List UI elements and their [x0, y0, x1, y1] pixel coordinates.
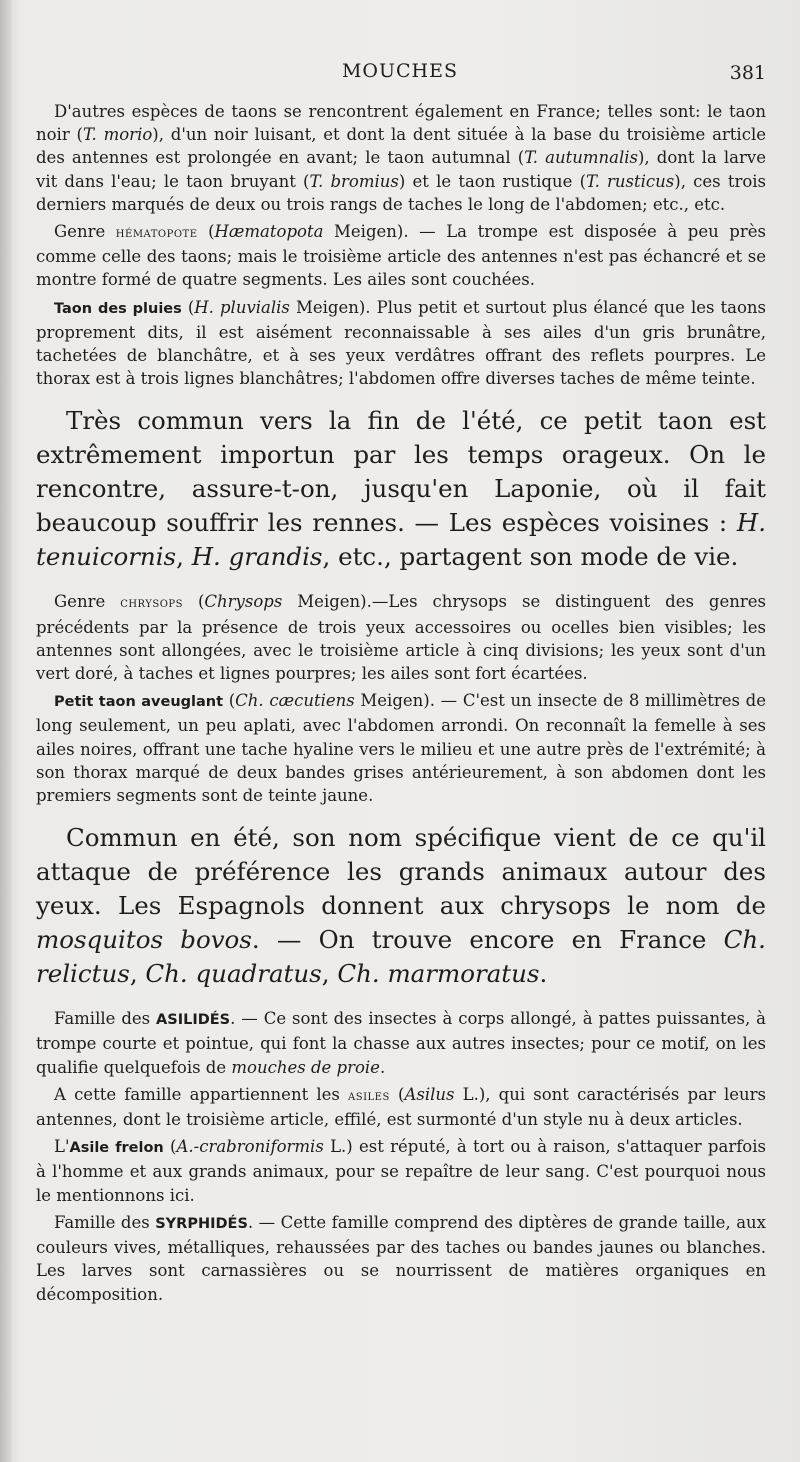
- latin-name: Ch. marmoratus: [337, 959, 540, 989]
- latin-name: Ch. quadratus: [145, 959, 322, 989]
- latin-name: T. rusticus: [586, 171, 675, 191]
- latin-name: Ch. relictus: [36, 925, 766, 989]
- latin-name: T. autumnalis: [524, 148, 638, 168]
- latin-name: mosquitos bovos: [36, 925, 252, 955]
- latin-name: T. morio: [82, 125, 153, 145]
- genus-name: asiles: [348, 1087, 390, 1104]
- page-body: [36, 100, 766, 1306]
- paragraph-petit-taon-aveuglant: Petit taon aveuglant (Ch. cæcutiens Meigen). — C'est un insecte de 8 millimètres de long seulement, un peu aplati, avec l'abdomen arrondi. On reconnaît la femelle à ses ailes noires, offrant une tache hyaline vers le milieu et une autre près de l'extrémité; à son thorax marqué de deux bandes grises antérieurement, à son abdomen dont les premiers segments sont de teinte jaune.: [36, 691, 766, 806]
- italic-term: mouches de proie: [231, 1057, 380, 1077]
- paragraph-famille-asilides: Famille des ASILIDÉS. — Ce sont des insectes à corps allongé, à pattes puissantes, à trompe courte et pointue, qui font la chasse aux autres insectes; pour ce motif, on les qualifie quelquefois de mouches de proie.: [36, 1009, 766, 1077]
- page-gutter-shadow: [0, 0, 12, 1462]
- paragraph-genre-hematopote: Genre hématopote (Hæmatopota Meigen). — La trompe est disposée à peu près comme celle des taons; mais le troisième article des antennes n'est pas échancré et se montre formé de quatre segments. Les ailes sont couchées.: [36, 222, 766, 290]
- species-name: Petit taon aveuglant: [54, 694, 224, 711]
- latin-name: Asilus: [404, 1084, 455, 1104]
- latin-name: T. bromius: [309, 171, 399, 191]
- genus-name: hématopote: [115, 225, 198, 242]
- species-name: Taon des pluies: [54, 300, 182, 317]
- latin-name: H. pluvialis: [194, 297, 290, 317]
- paragraph-asile-frelon: L'Asile frelon (A.-crabroniformis L.) est réputé, à tort ou à raison, s'attaquer parfois à l'homme et aux grands animaux, pour se repaître de leur sang. C'est pourquoi nous le mentionnons ici.: [36, 1137, 766, 1205]
- paragraph-genre-chrysops: Genre chrysops (Chrysops Meigen).—Les chrysops se distinguent des genres précédents par la présence de trois yeux accessoires ou ocelles bien visibles; les antennes sont allongées, avec le troisième article à cinq divisions; les yeux sont d'un vert doré, à taches et lignes pourpres; les ailes sont fort écartées.: [36, 592, 766, 684]
- running-title: MOUCHES: [341, 60, 459, 82]
- latin-name: Chrysops: [204, 592, 283, 612]
- paragraph-asiles: A cette famille appartiennent les asiles (Asilus L.), qui sont caractérisés par leurs antennes, dont le troisième article, effilé, est surmonté d'un style nu à deux articles.: [36, 1084, 766, 1130]
- paragraph-taons-france: D'autres espèces de taons se rencontrent également en France; telles sont: le taon noir (T. morio), d'un noir luisant, et dont la dent située à la base du troisième article des antennes est prolongée en avant; le taon autumnal (T. autumnalis), dont la larve vit dans l'eau; le taon bruyant (T. bromius) et le taon rustique (T. rusticus), ces trois derniers marqués de deux ou trois rangs de taches le long de l'abdomen; etc., etc.: [36, 102, 767, 214]
- species-name: Asile frelon: [69, 1140, 164, 1157]
- paragraph-taon-des-pluies: Taon des pluies (H. pluvialis Meigen). Plus petit et surtout plus élancé que les taons proprement dits, il est aisément reconnaissable à ses ailes d'un gris brunâtre, tachetées de blanchâtre, et à ses yeux verdâtres offrant des reflets pourpres. Le thorax est à trois lignes blanchâtres; l'abdomen offre diverses taches de même teinte.: [36, 297, 767, 389]
- genus-name: chrysops: [120, 595, 184, 612]
- large-paragraph-habitat: Très commun vers la fin de l'été, ce petit taon est extrêmement importun par les temps orageux. On le rencontre, assure-t-on, jusqu'en Laponie, où il fait beaucoup souffrir les rennes. — Les espèces voisines : H. tenuicornis, H. grandis, etc., partagent son mode de vie.: [36, 406, 766, 572]
- latin-name: Hæmatopota: [214, 222, 324, 242]
- latin-name: A.-crabroniformis: [176, 1137, 324, 1157]
- latin-name: H. tenuicornis: [36, 508, 766, 572]
- family-name: ASILIDÉS: [156, 1012, 231, 1029]
- family-name: SYRPHIDÉS: [155, 1215, 248, 1232]
- paragraph-famille-syrphides: Famille des SYRPHIDÉS. — Cette famille comprend des diptères de grande taille, aux couleurs vives, métalliques, rehaussées par des taches ou bandes jaunes ou blanches. Les larves sont carnassières ou se nourrissent de matières organiques en décomposition.: [36, 1212, 766, 1304]
- latin-name: Ch. cæcutiens: [235, 691, 355, 711]
- page-header: [30, 60, 770, 90]
- page-number: 381: [729, 62, 766, 84]
- latin-name: H. grandis: [191, 542, 323, 572]
- large-paragraph-chrysops: Commun en été, son nom spécifique vient de ce qu'il attaque de préférence les grands animaux autour des yeux. Les Espagnols donnent aux chrysops le nom de mosquitos bovos. — On trouve encore en France Ch. relictus, Ch. quadratus, Ch. marmoratus.: [36, 823, 766, 989]
